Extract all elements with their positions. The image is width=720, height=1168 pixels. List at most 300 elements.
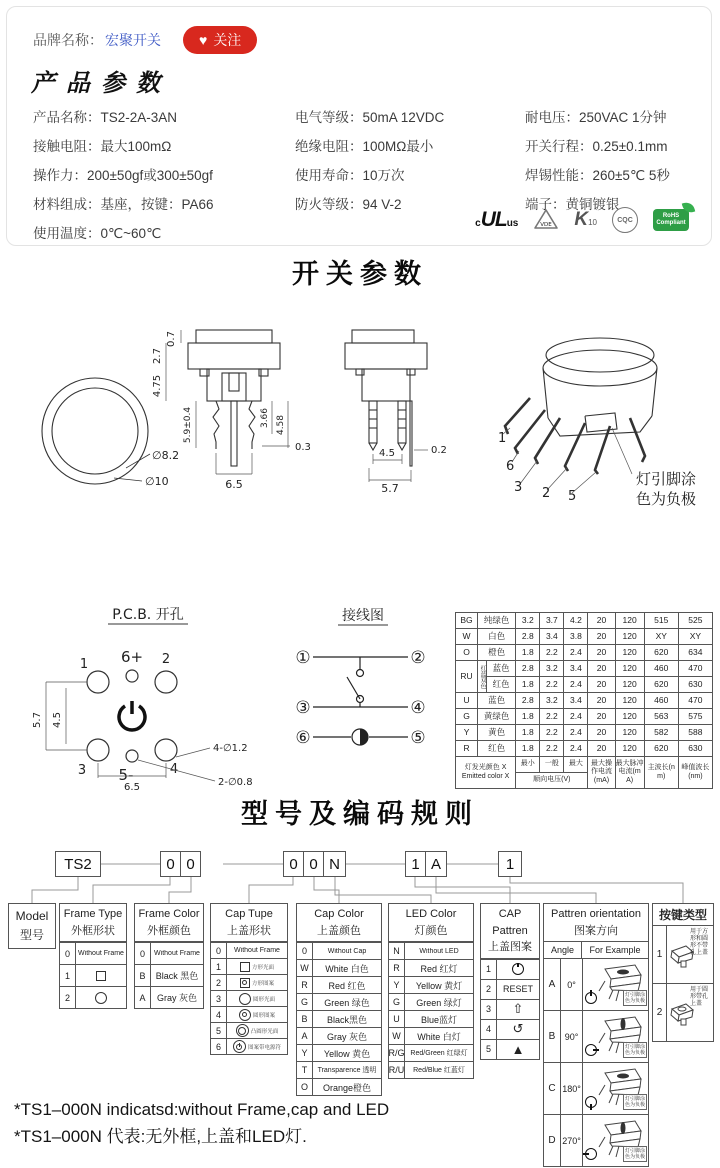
option-code: O [297,1079,313,1095]
option-value [76,971,126,981]
table-row [456,677,713,693]
table-cell: 3.7 [540,613,564,629]
option-value [313,962,381,975]
option-row [297,1044,381,1061]
coding-rules-title: 型号及编码规则 [241,799,479,829]
option-row [297,959,381,976]
option-label: Without LED [419,947,459,955]
option-label: Yellow 黄灯 [415,980,463,991]
led-symbol [360,729,368,745]
table-row [456,725,713,741]
option-row [481,979,539,999]
option-row [297,993,381,1010]
vde-cert-icon [533,208,559,232]
svg-text:∅10: ∅10 [145,475,169,488]
svg-text:1: 1 [498,431,507,446]
table-cell: 1.8 [516,725,540,741]
table-row [456,709,713,725]
wiring-diagram [275,603,450,768]
option-value [227,962,287,972]
option-code: R [389,960,405,976]
option-label: Red 红色 [328,980,366,991]
table-cell: 1.8 [516,741,540,757]
option-row [211,990,287,1006]
option-value [405,1030,473,1043]
option-row [297,976,381,993]
svg-text:6: 6 [506,459,515,474]
table-cell: 20 [588,693,615,709]
option-row [389,993,473,1010]
spec-column-1 [33,103,295,248]
option-value [313,996,381,1009]
option-code: 0 [60,943,76,964]
option-code: Y [297,1045,313,1061]
brand-name-link[interactable]: 宏聚开关 [105,32,161,48]
spec-item: 材料组成：基座，按键：PA66 [33,197,214,212]
option-code: N [389,943,405,959]
option-label: Blue蓝灯 [420,1014,457,1025]
follow-button-label: 关注 [213,32,242,48]
option-value [405,948,473,955]
orientation-row-c: C 180° 灯引脚涂 色为负极 [544,1063,648,1115]
option-value [76,992,126,1004]
shape-cid-icon [239,1009,251,1021]
option-row [297,1010,381,1027]
svg-text:0.7: 0.7 [166,331,177,347]
svg-text:5.7: 5.7 [32,712,43,728]
option-row [481,1039,539,1059]
footnotes [14,1096,389,1150]
option-value [497,1021,539,1037]
code-box-frame-type: 0 [160,851,181,877]
option-label: ⇧ [512,1001,524,1016]
table-cell: 2.8 [516,693,540,709]
option-value [313,1065,381,1075]
table-cell: XY [678,629,712,645]
option-value [313,1030,381,1043]
column-title: Frame Type [63,908,123,920]
option-row [211,1038,287,1054]
svg-text:①: ① [295,648,311,668]
option-value [405,962,473,975]
table-cell: 575 [678,709,712,725]
svg-text:4-∅1.2: 4-∅1.2 [213,743,248,754]
option-value [313,1081,381,1094]
option-code: 1 [481,960,497,979]
table-cell: 588 [678,725,712,741]
option-label: Gray 灰色 [326,1031,367,1042]
table-cell: 红色 [487,677,516,693]
cap-type-column [210,903,288,1055]
brand-row [33,25,257,55]
svg-text:2: 2 [542,486,551,501]
option-value [227,993,287,1005]
option-code: 1 [211,959,227,974]
table-cell: 2.2 [540,709,564,725]
svg-text:0.3: 0.3 [295,442,311,453]
option-row [60,942,126,964]
table-cell: 蓝色 [478,693,516,709]
perspective-drawing [503,338,657,493]
option-code: R/U [389,1062,405,1078]
option-row [389,942,473,959]
option-row [135,964,203,986]
power-icon [585,1096,597,1108]
option-label: Red/Green 红绿灯 [410,1050,468,1057]
table-cell: 582 [644,725,678,741]
spec-item: 使用寿命：10万次 [295,168,405,183]
option-value [405,979,473,992]
column-title: Cap Color [314,908,364,920]
table-row [456,629,713,645]
svg-text:②: ② [410,648,426,668]
option-value [227,978,287,988]
rohs-cert-icon: RoHS Compliant [653,209,689,231]
table-row [456,613,713,629]
product-params-title: 产品参数 [31,68,171,97]
svg-text:∅8.2: ∅8.2 [152,449,180,462]
footnote-zh: *TS1–000N 代表:无外框,上盖和LED灯. [14,1127,307,1147]
option-row [389,1027,473,1044]
table-cell: 120 [615,725,644,741]
option-code: 5 [211,1023,227,1038]
table-cell: 3.2 [516,613,540,629]
option-row [211,958,287,974]
svg-text:⑤: ⑤ [410,728,426,748]
option-label: White 白色 [325,963,369,974]
option-label: Yellow 黄色 [323,1048,371,1059]
table-cell: 2.4 [564,725,588,741]
table-cell: 4.2 [564,613,588,629]
svg-text:VDE: VDE [540,222,553,228]
table-cell: W [456,629,478,645]
table-cell: 620 [644,741,678,757]
option-row [60,964,126,986]
option-code: 2 [481,980,497,999]
table-cell: 2.8 [516,661,540,677]
table-cell: 634 [678,645,712,661]
option-code: T [297,1062,313,1078]
spec-item: 使用温度：0℃~60℃ [33,226,162,241]
option-value [227,947,287,954]
option-row [481,959,539,979]
column-title: LED Color [405,908,457,920]
key-type-row-1: 1 用于方形和圆形不带孔上盖 [653,926,713,984]
table-cell: 3.4 [564,693,588,709]
table-cell: 120 [615,629,644,645]
option-code: W [297,960,313,976]
table-cell: XY [644,629,678,645]
option-note: 圆形光面 [252,996,275,1003]
option-code: A [135,987,151,1008]
option-code: Y [389,977,405,993]
option-label: Green 绿灯 [416,997,462,1008]
svg-text:4.58: 4.58 [276,414,286,436]
table-cell: 20 [588,613,615,629]
orientation-row-a: A 0° 灯引脚涂 色为负极 [544,959,648,1011]
table-cell: 2.4 [564,741,588,757]
option-label: Without Frame [78,950,124,957]
option-row [297,942,381,959]
product-info-card [6,6,712,246]
svg-text:3.66: 3.66 [260,407,270,429]
pattern-orientation-column: Pattren orientation 图案方向 Angle For Example A 0° 灯引脚涂 色为负极 B 90° 灯引脚涂 色为负极 C 180° 灯引脚涂 色为负极 D 270° 灯引脚涂 色为负极 [543,903,649,1167]
option-code: R [297,977,313,993]
option-label: Black 黑色 [155,971,199,981]
table-cell: 20 [588,661,615,677]
frame-type-column [59,903,127,1009]
table-cell: 20 [588,645,615,661]
option-value [497,984,539,994]
option-label: Red 红灯 [420,963,458,974]
table-cell: 黄绿色 [478,709,516,725]
option-value [405,996,473,1009]
option-code: B [135,965,151,986]
option-note: 方形图案 [251,980,274,987]
option-row [481,1019,539,1039]
svg-text:4.5: 4.5 [379,448,395,459]
footnote-en: *TS1–000N indicatsd:without Frame,cap and LED [14,1100,390,1119]
option-value [405,1048,473,1058]
option-code: A [297,1028,313,1044]
option-value [313,948,381,955]
option-code: 2 [60,987,76,1008]
svg-text:1: 1 [79,657,89,672]
table-cell: 620 [644,645,678,661]
table-cell: 3.4 [564,661,588,677]
svg-text:③: ③ [295,698,311,718]
option-value [76,950,126,957]
option-value [151,991,203,1004]
option-note: 图案带电源符 [247,1044,281,1051]
table-cell: 纯绿色 [478,613,516,629]
table-cell: 120 [615,613,644,629]
table-cell: 620 [644,677,678,693]
option-note: 方形光面 [251,964,274,971]
table-cell: U [456,693,478,709]
option-label: Transparence 透明 [317,1067,377,1074]
option-row [481,999,539,1019]
heart-icon: ♥ [199,32,208,48]
table-cell: 20 [588,725,615,741]
table-row [456,661,713,677]
shape-sq-icon [240,962,250,972]
led-spec-table: BG 纯绿色 3.2 3.7 4.2 20 120 515 525 W 白色 2.8 3.4 3.8 20 120 XY XY O 橙色 1.8 2.2 2.4 20 120 620 634 RU 红蓝双色 蓝色 2.8 3.2 3.4 20 120 460 470 红色 1.8 2.2 2.4 20 120 620 630 U 蓝色 2.8 3.2 3.4 20 120 460 470 G 黄绿色 1.8 2.2 2.4 20 120 563 575 Y 黄色 1.8 2.2 2.4 20 120 582 588 R 红色 1.8 2.2 2.4 20 120 620 630 灯发光颜色 X Emitted color X 最小 一般 最大 最大操作电流(mA) 最大脉冲电流(mA) 主波长(nm) 峰值波长(nm) 顺向电压(V) [455,612,713,789]
table-cell: 1.8 [516,645,540,661]
table-cell: 橙色 [478,645,516,661]
table-cell: 120 [615,741,644,757]
table-cell: BG [456,613,478,629]
spec-item: 防火等级：94 V-2 [295,197,402,212]
model-column: Model 型号 [8,903,56,949]
option-value [227,1009,287,1021]
led-pin-note: 灯引脚涂 色为负极 [624,1148,645,1160]
option-code: G [297,994,313,1010]
svg-text:6.5: 6.5 [124,782,140,793]
svg-text:0.2: 0.2 [431,445,447,456]
k10-cert-icon: K 10 [574,209,597,230]
table-cell: 120 [615,661,644,677]
cap-pattern-column [480,903,540,1060]
option-code: 4 [211,1007,227,1022]
spec-item: 焊锡性能：260±5℃ 5秒 [525,168,670,183]
svg-text:6+: 6+ [120,648,144,666]
table-cell: O [456,645,478,661]
shape-sqd-icon [240,978,250,988]
table-cell: R [456,741,478,757]
power-icon [512,963,524,975]
table-cell: 红色 [478,741,516,757]
svg-text:2: 2 [161,652,171,667]
table-cell: 2.2 [540,645,564,661]
table-cell: 515 [644,613,678,629]
column-title: CAP Pattren [492,908,528,937]
brand-label: 品牌名称： [33,32,103,48]
table-cell: 2.2 [540,725,564,741]
spec-item: 绝缘电阻：100MΩ最小 [295,139,434,154]
option-code: 4 [481,1020,497,1039]
table-cell: 20 [588,709,615,725]
option-row [211,942,287,958]
table-cell: 120 [615,677,644,693]
option-row [211,974,287,990]
ul-cert-icon: c UL us [475,208,519,231]
column-title: 灯颜色 [414,924,448,937]
svg-text:5: 5 [568,489,577,504]
option-row [389,1044,473,1061]
option-label: RESET [502,984,533,994]
option-row [135,942,203,964]
cap-color-column [296,903,382,1096]
option-value [227,1024,287,1037]
table-cell: 3.4 [540,629,564,645]
spec-item: 耐电压：250VAC 1分钟 [525,110,667,125]
code-box-frame-color: 0 [180,851,201,877]
follow-button[interactable] [183,26,257,54]
option-code: G [389,994,405,1010]
svg-text:3: 3 [514,480,523,495]
led-pin-note: 灯引脚涂 色为负极 [624,1096,645,1108]
code-box-cap-type: 0 [283,851,304,877]
spec-item: 电气等级：50mA 12VDC [295,110,445,125]
table-cell: 2.4 [564,677,588,693]
option-note: 凸圆形光面 [250,1028,279,1035]
shape-ci-icon [239,993,251,1005]
option-row [297,1078,381,1095]
table-cell: 563 [644,709,678,725]
option-value [405,1065,473,1075]
table-cell: 470 [678,661,712,677]
spec-item: 开关行程：0.25±0.1mm [525,139,668,154]
option-row [389,976,473,993]
code-box-led-color: N [323,851,346,877]
side-view-drawing [345,330,428,482]
option-value [227,1040,287,1053]
svg-text:P.C.B. 开孔: P.C.B. 开孔 [112,607,184,623]
table-cell: G [456,709,478,725]
spec-item: 端子：黄铜镀银 [525,197,620,212]
option-code: 0 [211,943,227,958]
option-note: 圆形图案 [252,1012,275,1019]
led-pin-note: 灯引脚涂 色为负极 [624,1044,645,1056]
svg-text:4.5: 4.5 [52,712,63,728]
pcb-hole-drawing [10,600,280,800]
option-label: Without Frame [154,950,200,957]
table-cell: 红蓝双色 [478,661,487,693]
column-title: 上盖颜色 [317,924,361,937]
frame-color-column [134,903,204,1009]
option-value [313,1047,381,1060]
table-cell: 460 [644,661,678,677]
table-cell: 470 [678,693,712,709]
svg-text:2-∅0.8: 2-∅0.8 [218,777,253,788]
column-title: 外框颜色 [147,924,191,937]
table-cell: 20 [588,629,615,645]
option-code: 0 [297,943,313,959]
table-cell: 黄色 [478,725,516,741]
technical-drawings [0,298,720,516]
code-box-orientation: A [425,851,447,877]
option-row [297,1061,381,1078]
option-label: White 白灯 [417,1031,461,1042]
table-cell: 3.2 [540,693,564,709]
table-cell: 2.2 [540,677,564,693]
svg-text:4: 4 [169,762,179,777]
table-cell: 3.8 [564,629,588,645]
table-row [456,741,713,757]
option-row [211,1006,287,1022]
table-cell: 2.4 [564,645,588,661]
option-label: Gray 灰色 [156,993,197,1003]
code-box-key-type: 1 [498,851,522,877]
shape-ci-icon [95,992,107,1004]
orientation-row-d: D 270° 灯引脚涂 色为负极 [544,1115,648,1166]
option-label: Without Cap [327,947,367,955]
option-value [497,1042,539,1057]
table-cell: 2.4 [564,709,588,725]
option-code: R/G [389,1045,405,1061]
code-box-cap-pattern: 1 [405,851,426,877]
code-box-model: TS2 [55,851,101,877]
power-icon [585,992,597,1004]
table-cell: 白色 [478,629,516,645]
table-cell: RU [456,661,478,693]
table-cell: 1.8 [516,709,540,725]
table-cell: 120 [615,645,644,661]
table-cell: 1.8 [516,677,540,693]
table-cell: 2.2 [540,741,564,757]
svg-text:色为负极: 色为负极 [636,490,697,508]
option-value [313,979,381,992]
table-cell: 20 [588,677,615,693]
option-row [135,986,203,1008]
spec-item: 操作力：200±50gf或300±50gf [33,168,213,183]
column-title: Frame Color [138,908,200,920]
option-code: 3 [211,991,227,1006]
option-value [313,1013,381,1026]
shape-cip-icon [233,1040,246,1053]
option-code: U [389,1011,405,1027]
svg-text:3: 3 [77,763,87,778]
option-label: ↺ [512,1021,524,1036]
option-code: 5 [481,1040,497,1059]
led-pin-note: 灯引脚涂 色为负极 [624,992,645,1004]
option-code: 0 [135,943,151,964]
svg-text:2.7: 2.7 [152,348,163,364]
table-cell: 630 [678,677,712,693]
option-label: Without Frame [234,947,280,954]
svg-text:④: ④ [410,698,426,718]
